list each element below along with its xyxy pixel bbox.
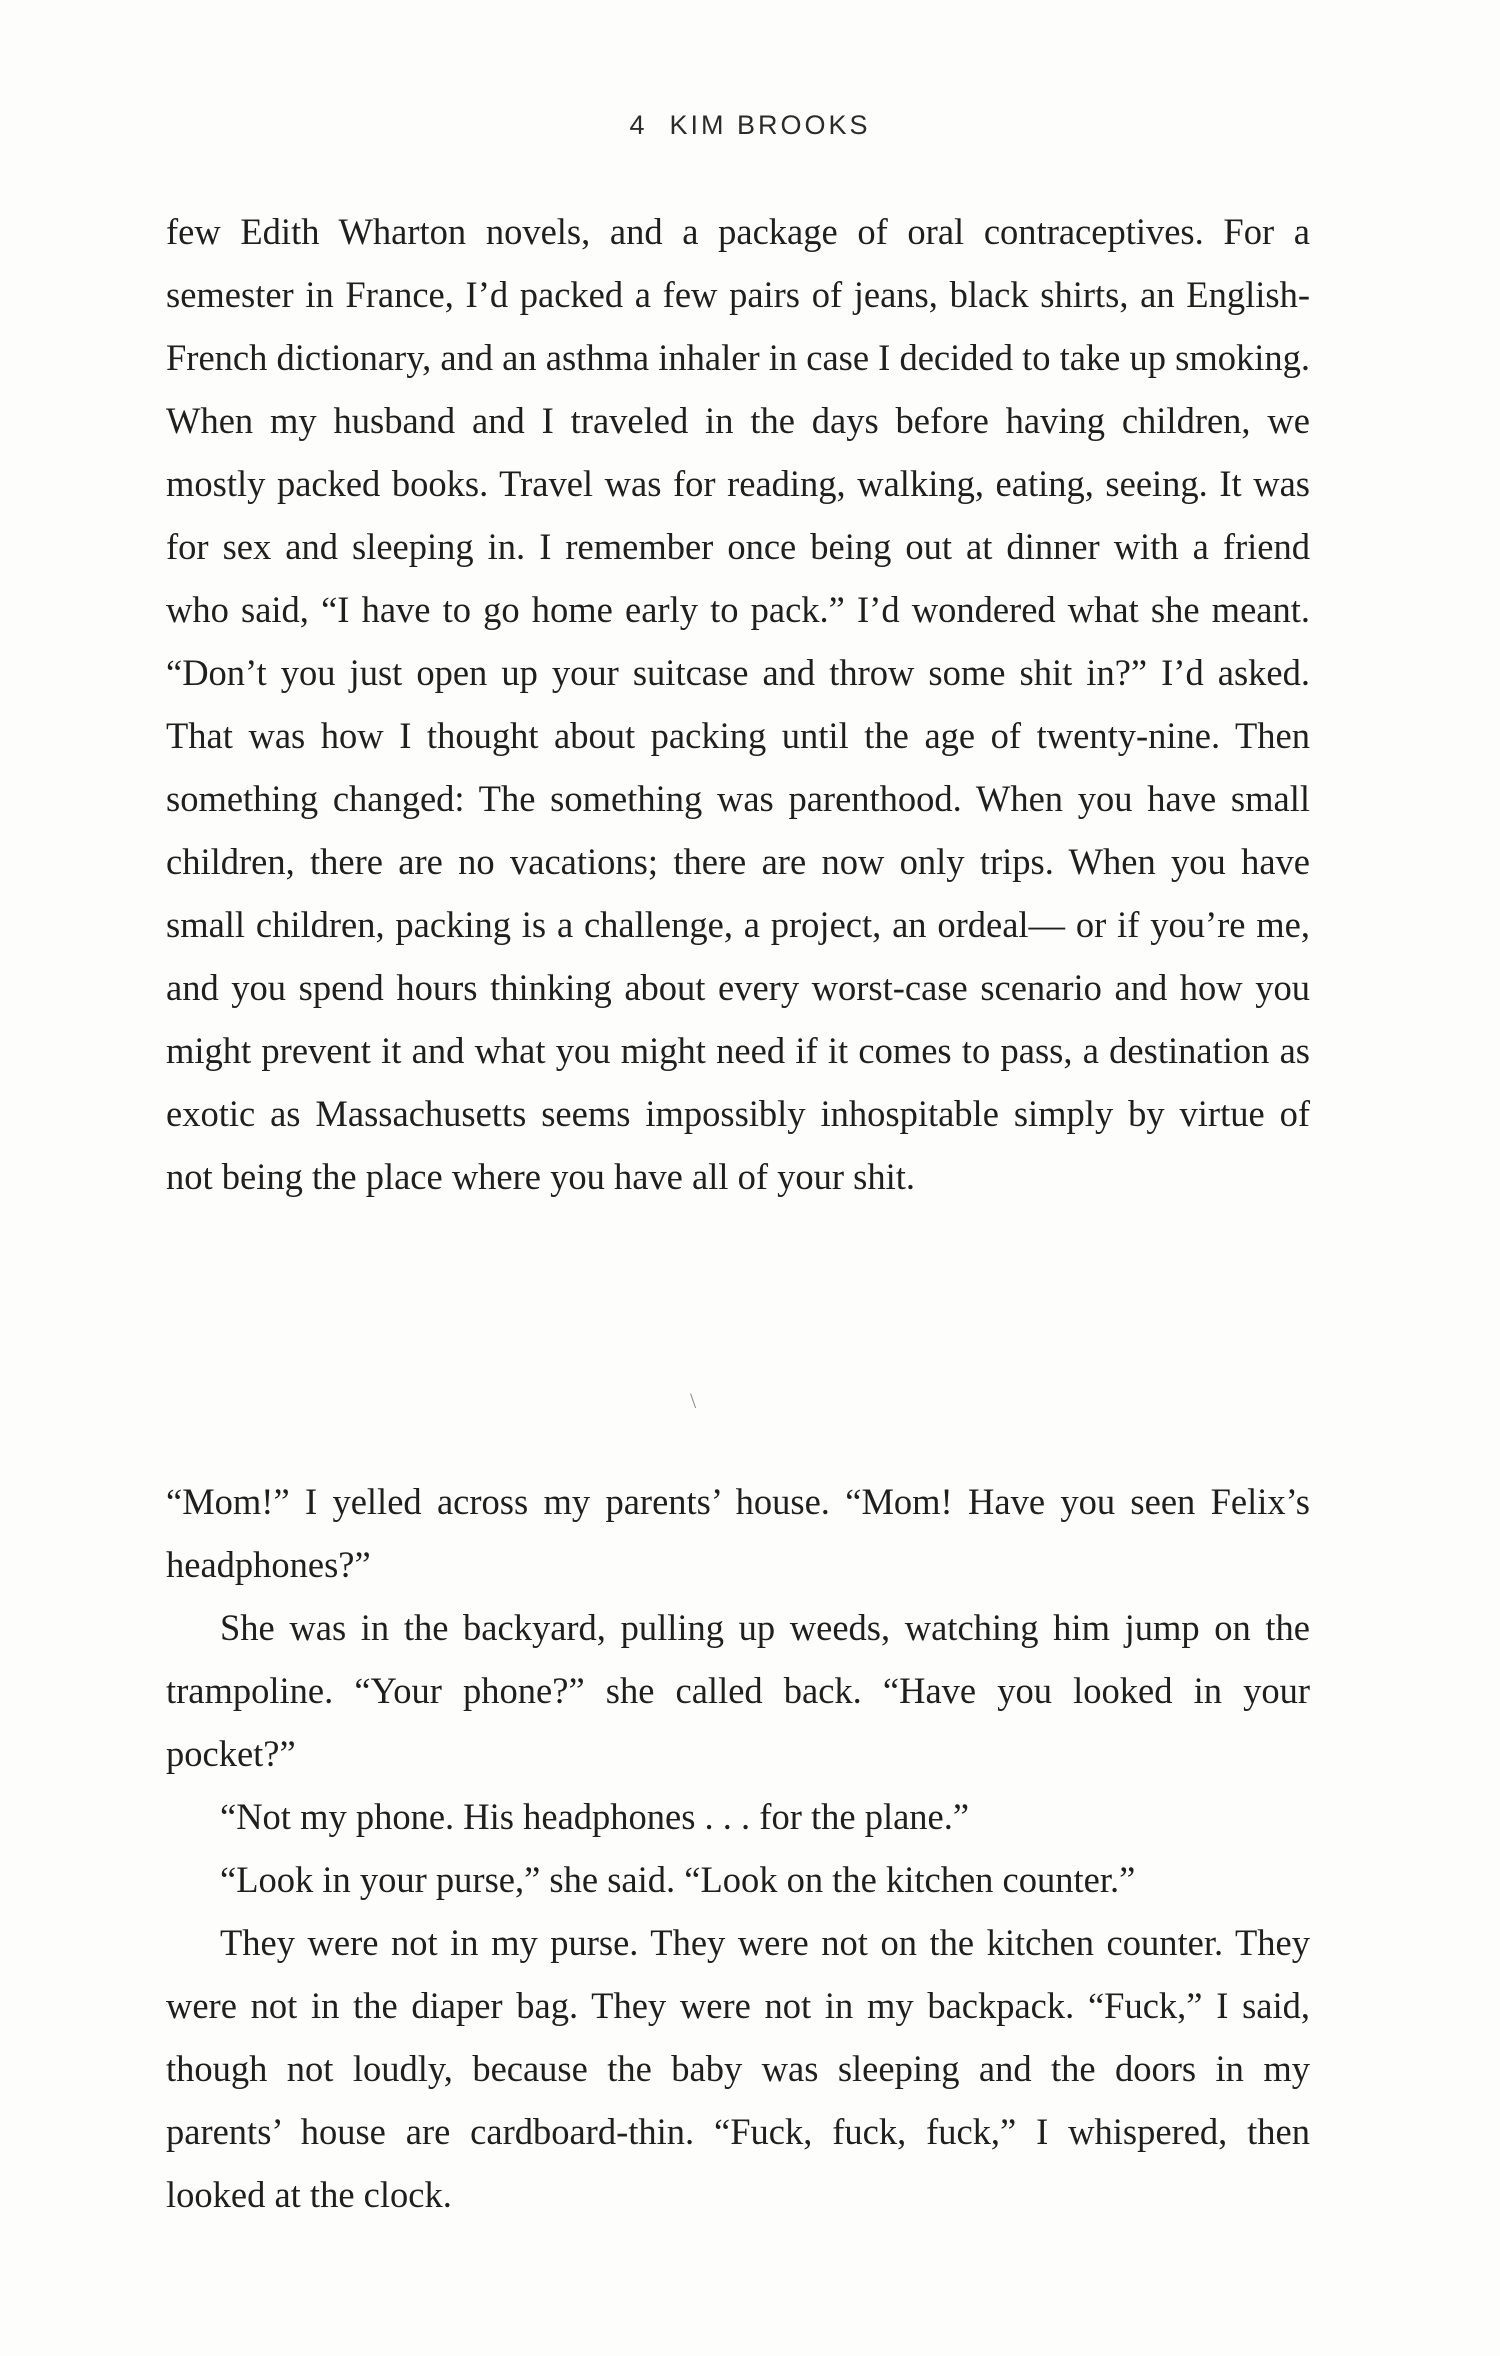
body-text-before-break bbox=[166, 200, 1310, 1208]
paragraph: few Edith Wharton novels, and a package of oral contraceptives. For a semester in France, I’d packed a few pairs of jeans, black shirts, an English-French dictionary, and an asthma inhaler in case I decided to take up smoking. When my husband and I traveled in the days before having children, we mostly packed books. Travel was for reading, walking, eating, seeing. It was for sex and sleeping in. I remember once being out at dinner with a friend who said, “I have to go home early to pack.” I’d wondered what she meant. “Don’t you just open up your suitcase and throw some shit in?” I’d asked. That was how I thought about packing until the age of twenty-nine. Then something changed: The something was parenthood. When you have small children, there are no vacations; there are now only trips. When you have small children, packing is a challenge, a project, an ordeal— or if you’re me, and you spend hours thinking about every worst-case scenario and how you might prevent it and what you might need if it comes to pass, a destination as exotic as Massachusetts seems impossibly inhospitable simply by virtue of not being the place where you have all of your shit. bbox=[166, 211, 1310, 1197]
body-text-after-break bbox=[166, 1470, 1310, 2226]
paragraph: They were not in my purse. They were not on the kitchen counter. They were not in the diaper bag. They were not in my backpack. “Fuck,” I said, though not loudly, because the baby was sleeping and the doors in my parents’ house are cardboard-thin. “Fuck, fuck, fuck,” I whispered, then looked at the clock. bbox=[166, 1922, 1310, 2215]
paragraph: “Not my phone. His headphones . . . for the plane.” bbox=[220, 1796, 970, 1837]
paragraph: “Look in your purse,” she said. “Look on the kitchen counter.” bbox=[220, 1859, 1136, 1900]
section-break-mark: \ bbox=[690, 1388, 697, 1413]
paragraph: She was in the backyard, pulling up weeds, watching him jump on the trampoline. “Your phone?” she called back. “Have you looked in your pocket?” bbox=[166, 1607, 1310, 1774]
running-head bbox=[0, 110, 1500, 141]
running-head-author: KIM BROOKS bbox=[669, 110, 871, 140]
paragraph: “Mom!” I yelled across my parents’ house. “Mom! Have you seen Felix’s headphones?” bbox=[166, 1481, 1310, 1585]
page-number: 4 bbox=[629, 110, 648, 140]
